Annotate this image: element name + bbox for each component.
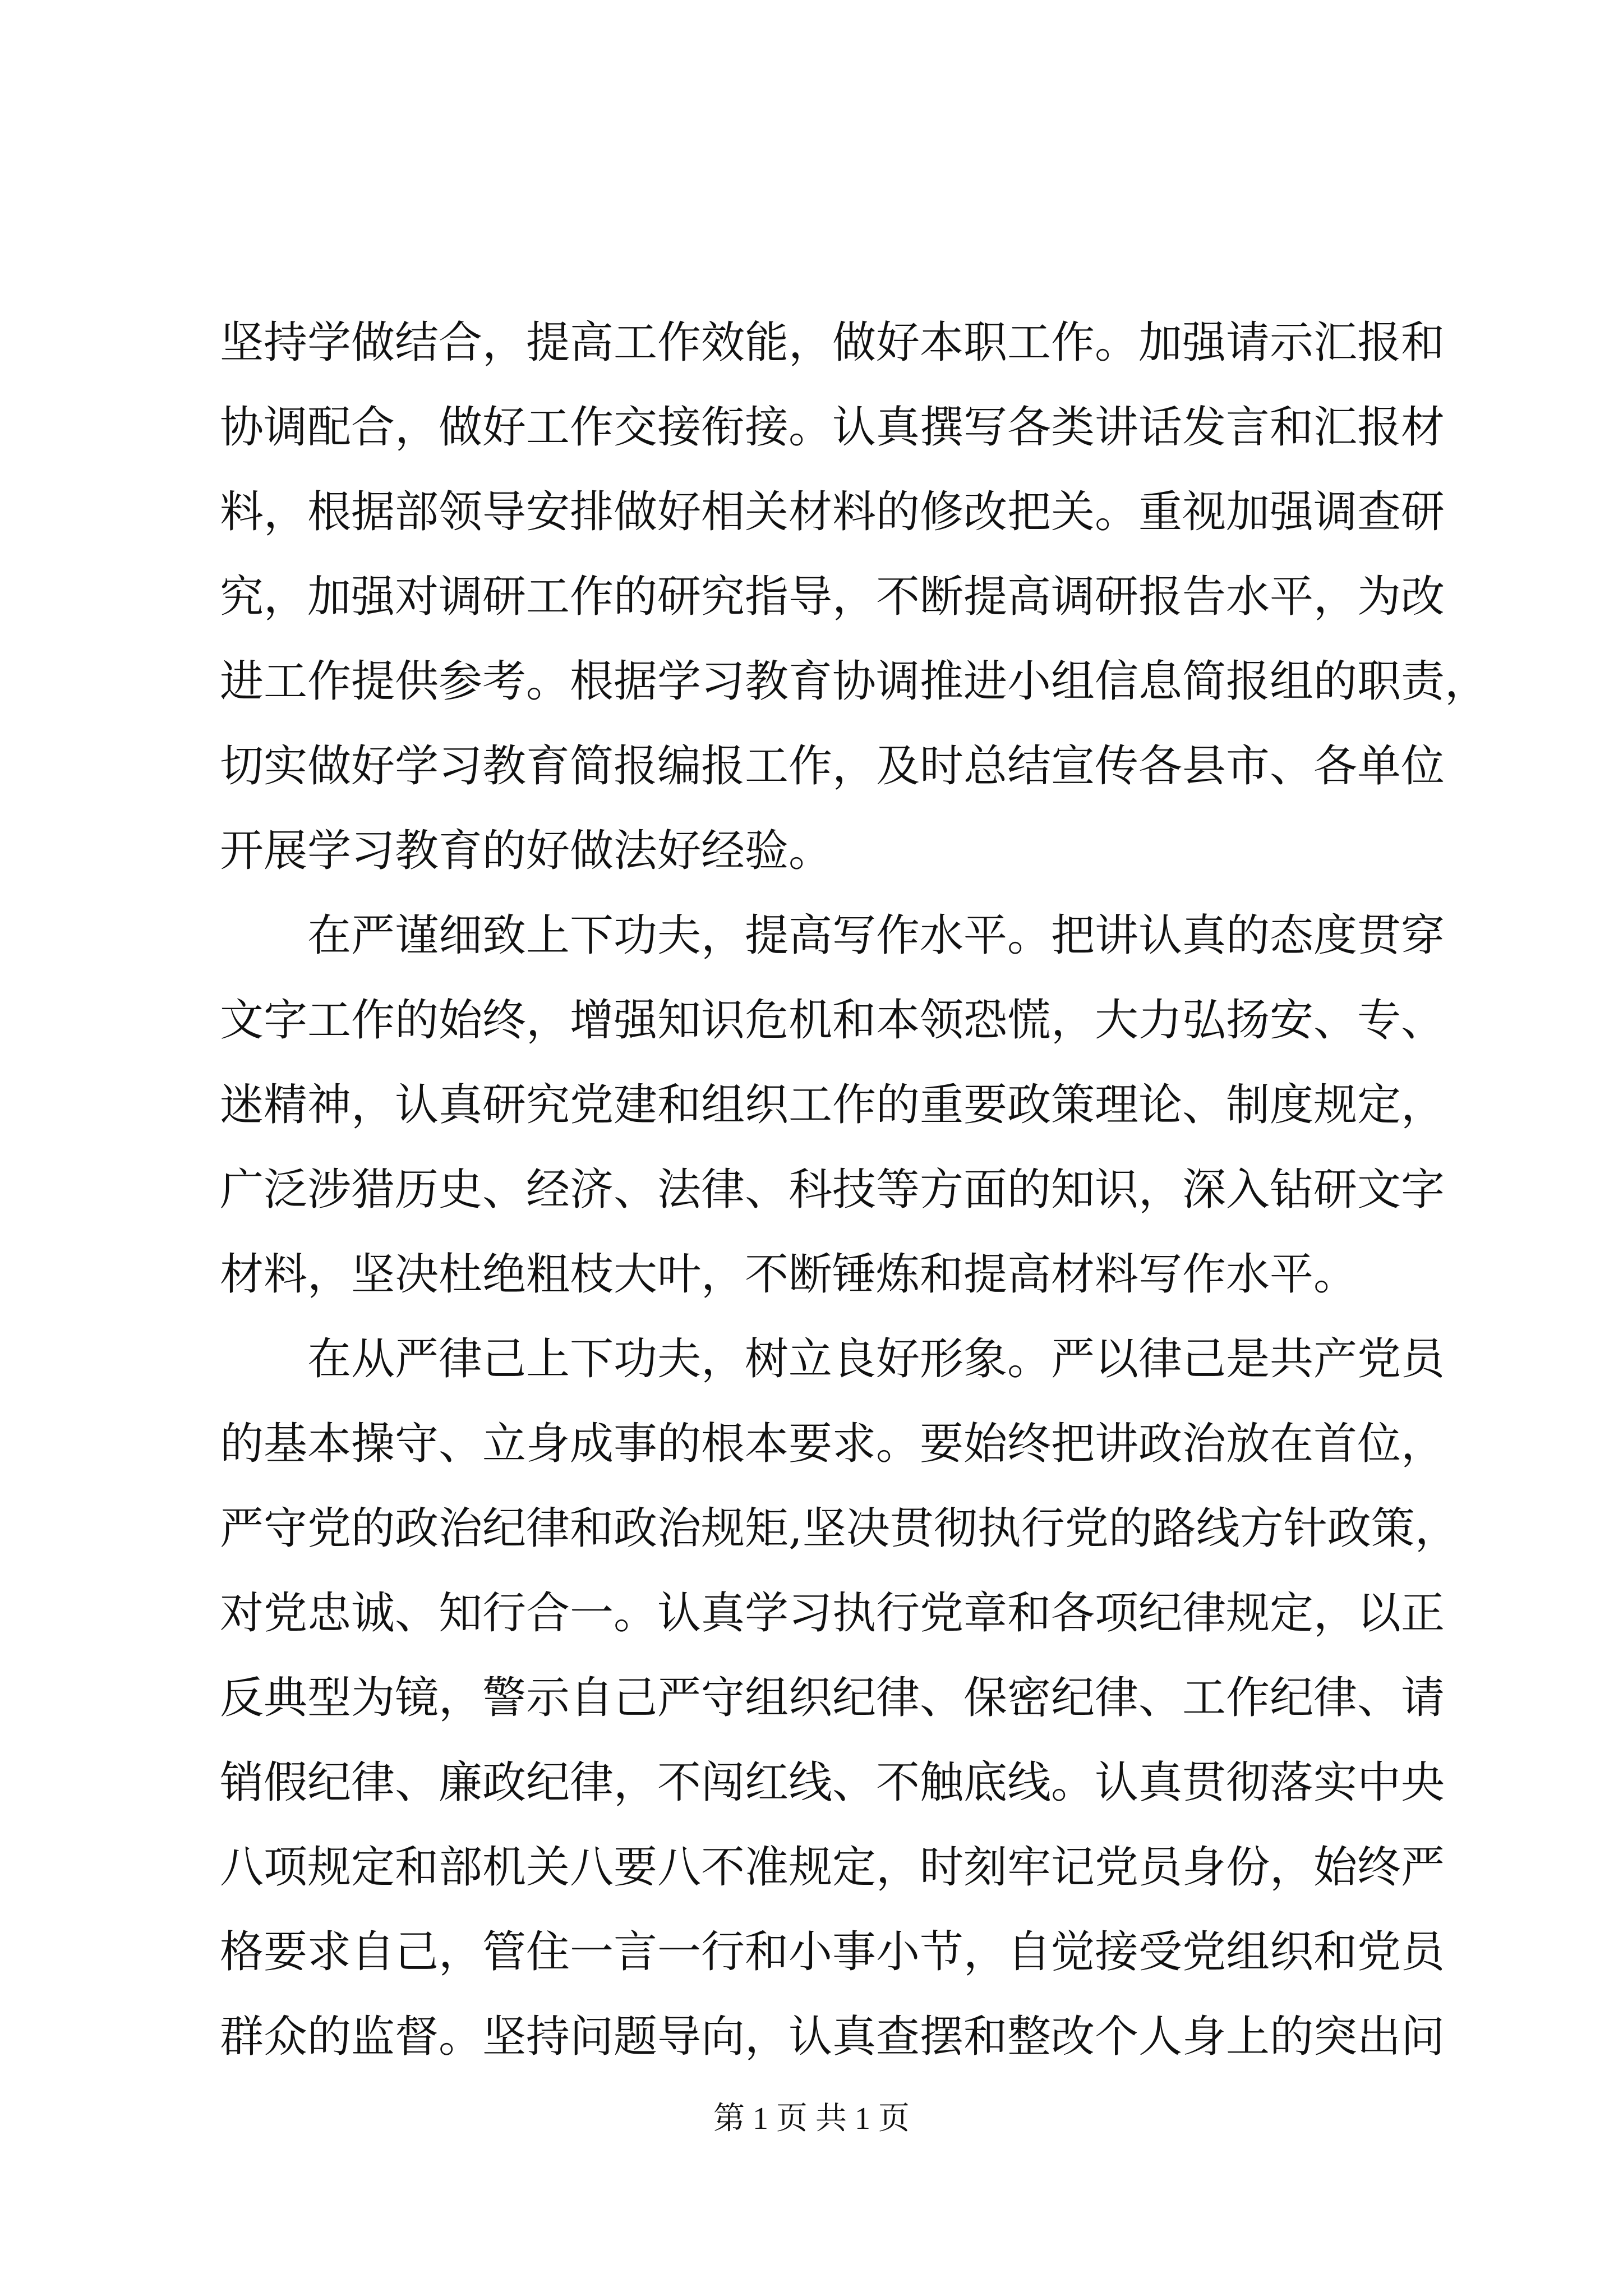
text-line: 进工作提供参考。根据学习教育协调推进小组信息简报组的职责， [220, 656, 1489, 707]
text-line: 迷精神，认真研究党建和组织工作的重要政策理论、制度规定， [220, 1080, 1445, 1130]
text-line: 材料，坚决杜绝粗枝大叶，不断锤炼和提高材料写作水平。 [220, 1249, 1358, 1300]
text-line: 销假纪律、廉政纪律，不闯红线、不触底线。认真贯彻落实中央 [220, 1757, 1445, 1808]
paragraph-start-line: 在严谨细致上下功夫，提高写作水平。把讲认真的态度贯穿 [307, 910, 1445, 961]
text-line: 料，根据部领导安排做好相关材料的修改把关。重视加强调查研 [220, 487, 1445, 537]
text-line: 对党忠诚、知行合一。认真学习执行党章和各项纪律规定，以正 [220, 1588, 1445, 1639]
text-line: 群众的监督。坚持问题导向，认真查摆和整改个人身上的突出问 [220, 2012, 1445, 2062]
text-line: 协调配合，做好工作交接衔接。认真撰写各类讲话发言和汇报材 [220, 402, 1445, 453]
text-line: 反典型为镜，警示自己严守组织纪律、保密纪律、工作纪律、请 [220, 1673, 1445, 1723]
text-line: 坚持学做结合，提高工作效能，做好本职工作。加强请示汇报和 [220, 318, 1445, 368]
paragraph-start-line: 在从严律己上下功夫，树立良好形象。严以律己是共产党员 [307, 1334, 1445, 1384]
text-line: 格要求自己，管住一言一行和小事小节，自觉接受党组织和党员 [220, 1927, 1445, 1977]
text-line: 严守党的政治纪律和政治规矩,坚决贯彻执行党的路线方针政策， [220, 1503, 1459, 1554]
text-line: 切实做好学习教育简报编报工作，及时总结宣传各县市、各单位 [220, 741, 1445, 792]
text-line: 开展学习教育的好做法好经验。 [220, 826, 833, 876]
text-line: 广泛涉猎历史、经济、法律、科技等方面的知识，深入钻研文字 [220, 1165, 1445, 1215]
text-line: 八项规定和部机关八要八不准规定，时刻牢记党员身份，始终严 [220, 1842, 1445, 1893]
text-line: 究，加强对调研工作的研究指导，不断提高调研报告水平，为改 [220, 572, 1445, 622]
text-line: 的基本操守、立身成事的根本要求。要始终把讲政治放在首位， [220, 1419, 1445, 1469]
document-body [220, 301, 1489, 2079]
page-footer: 第 1 页 共 1 页 [713, 2101, 910, 2136]
text-line: 文字工作的始终，增强知识危机和本领恐慌，大力弘扬安、专、 [220, 995, 1445, 1046]
